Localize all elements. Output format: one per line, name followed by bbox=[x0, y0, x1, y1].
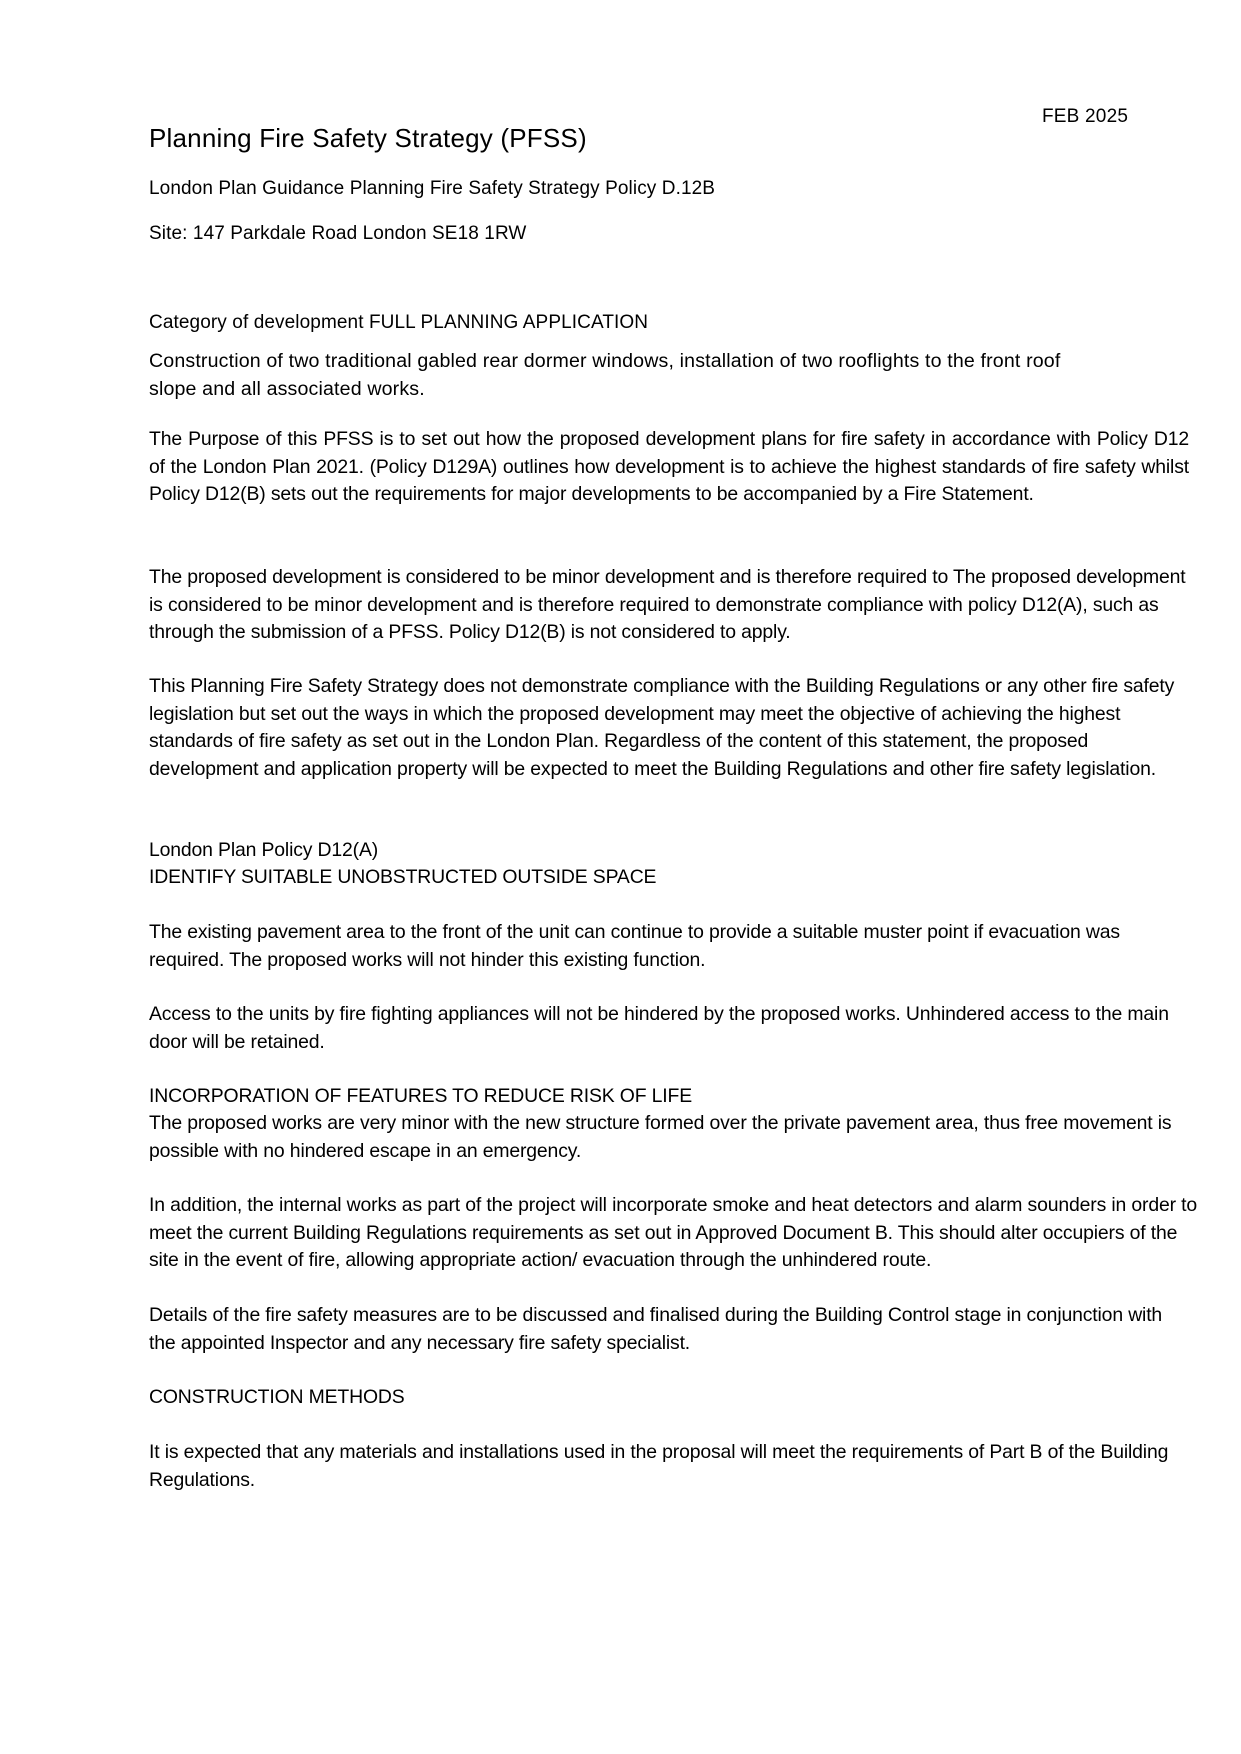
purpose-paragraph: The Purpose of this PFSS is to set out how the proposed development plans for fire safety in accordance with Policy D12 of the London Plan 2021. (Policy D129A) outlines how development is to achieve the highest standards of fire safety whilst Policy D12(B) sets out the requirements for major developments to be accompanied by a Fire Statement. bbox=[149, 428, 1189, 506]
development-description: Construction of two traditional gabled rear dormer windows, installation of two rooflights to the front roof slope and all associated works. bbox=[149, 350, 1061, 400]
access-paragraph: Access to the units by fire fighting appliances will not be hindered by the proposed works. Unhindered access to the main door will be retained. bbox=[149, 1003, 1169, 1053]
site-address: Site: 147 Parkdale Road London SE18 1RW bbox=[149, 223, 527, 244]
disclaimer-paragraph: This Planning Fire Safety Strategy does not demonstrate compliance with the Building Regulations or any other fire safety legislation but set out the ways in which the proposed development may meet the objective of achieving the highest standards of fire safety as set out in the London Plan. Regardless of the content of this statement, the proposed development and application property will be expected to meet the Building Regulations and other fire safety legislation. bbox=[149, 675, 1175, 780]
guidance-line: London Plan Guidance Planning Fire Safety Strategy Policy D.12B bbox=[149, 178, 716, 199]
development-category: Category of development FULL PLANNING APPLICATION bbox=[149, 312, 649, 333]
policy-heading: London Plan Policy D12(A) bbox=[149, 839, 379, 861]
detectors-paragraph: In addition, the internal works as part of the project will incorporate smoke and heat detectors and alarm sounders in order to meet the current Building Regulations requirements as set out in Approved Document B. This should alter occupiers of the site in the event of fire, allowing appropriate action/ evacuation through the unhindered route. bbox=[149, 1194, 1198, 1272]
details-paragraph: Details of the fire safety measures are to be discussed and finalised during the Building Control stage in conjunction with the appointed Inspector and any necessary fire safety specialist. bbox=[149, 1304, 1163, 1354]
minor-development-paragraph: The proposed development is considered to be minor development and is therefore required to The proposed development is considered to be minor development and is therefore required to demonstrate compliance with policy D12(A), such as through the submission of a PFSS. Policy D12(B) is not considered to apply. bbox=[149, 566, 1186, 644]
construction-paragraph: It is expected that any materials and installations used in the proposal will meet the requirements of Part B of the Building Regulations. bbox=[149, 1441, 1169, 1491]
document-date: FEB 2025 bbox=[1042, 106, 1129, 127]
document-title: Planning Fire Safety Strategy (PFSS) bbox=[149, 123, 587, 153]
construction-heading: CONSTRUCTION METHODS bbox=[149, 1386, 405, 1408]
pavement-paragraph: The existing pavement area to the front of the unit can continue to provide a suitable muster point if evacuation was required. The proposed works will not hinder this existing function. bbox=[149, 921, 1120, 971]
features-paragraph: The proposed works are very minor with the new structure formed over the private pavement area, thus free movement is possible with no hindered escape in an emergency. bbox=[149, 1112, 1172, 1162]
outside-space-heading: IDENTIFY SUITABLE UNOBSTRUCTED OUTSIDE SPACE bbox=[149, 866, 657, 888]
features-heading: INCORPORATION OF FEATURES TO REDUCE RISK OF LIFE bbox=[149, 1085, 692, 1107]
